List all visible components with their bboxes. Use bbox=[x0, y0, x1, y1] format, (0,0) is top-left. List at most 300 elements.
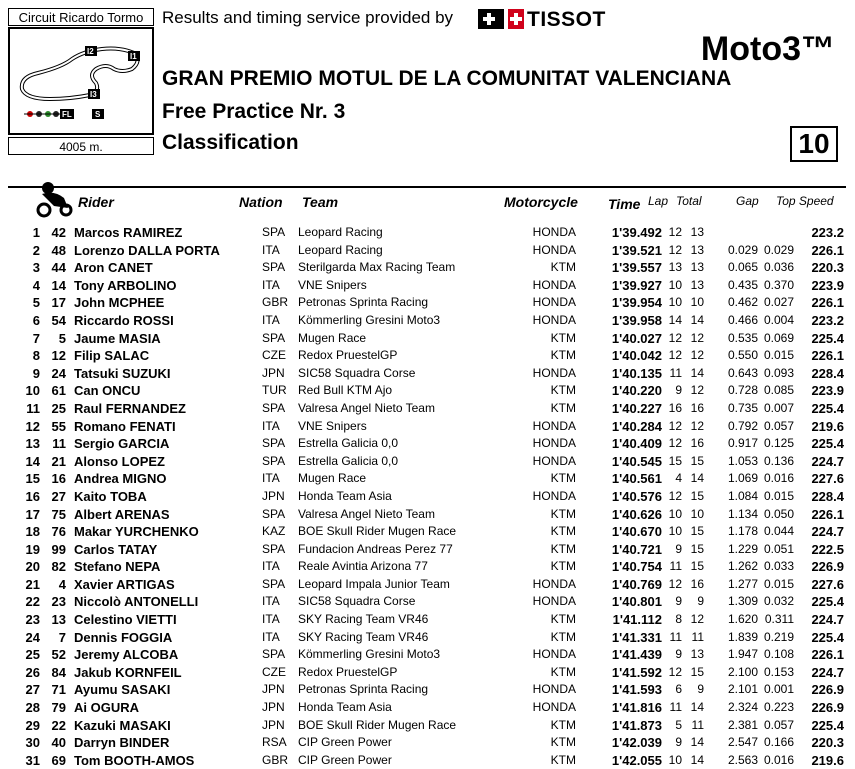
rider-name: Romano FENATI bbox=[74, 418, 176, 434]
table-row bbox=[8, 734, 848, 752]
total-laps: 15 bbox=[690, 541, 704, 556]
nation: ITA bbox=[262, 559, 280, 574]
top-speed: 223.2 bbox=[811, 225, 844, 240]
top-speed: 226.9 bbox=[811, 682, 844, 698]
best-lap: 11 bbox=[669, 700, 682, 715]
rider-name: Tom BOOTH-AMOS bbox=[74, 752, 195, 768]
lap-time: 1'42.039 bbox=[611, 735, 662, 751]
top-speed: 223.9 bbox=[811, 277, 844, 293]
position: 29 bbox=[25, 717, 40, 733]
tissot-logo bbox=[478, 8, 606, 32]
best-lap: 16 bbox=[668, 400, 682, 415]
total-laps: 14 bbox=[690, 365, 704, 380]
nation: RSA bbox=[262, 735, 287, 750]
team: Mugen Race bbox=[298, 330, 367, 345]
motorcycle: HONDA bbox=[532, 277, 576, 292]
position: 21 bbox=[25, 576, 40, 592]
team: CIP Green Power bbox=[298, 752, 392, 767]
position: 5 bbox=[32, 295, 40, 311]
rider-number: 13 bbox=[51, 612, 66, 628]
table-header bbox=[8, 186, 846, 218]
table-row bbox=[8, 646, 848, 664]
position: 12 bbox=[25, 418, 40, 434]
table-row bbox=[8, 488, 848, 506]
top-speed: 225.4 bbox=[811, 400, 844, 416]
motorcycle: KTM bbox=[550, 348, 576, 363]
rider-name: Raul FERNANDEZ bbox=[74, 400, 186, 416]
motorcycle: HONDA bbox=[532, 488, 576, 503]
session-title: Free Practice Nr. 3 bbox=[162, 100, 346, 123]
table-row bbox=[8, 752, 848, 769]
position: 1 bbox=[32, 225, 40, 240]
top-speed: 226.1 bbox=[811, 295, 844, 311]
rider-number: 55 bbox=[51, 418, 66, 434]
lap-time: 1'40.670 bbox=[611, 524, 662, 540]
position: 16 bbox=[25, 488, 40, 504]
rider-name: Sergio GARCIA bbox=[74, 436, 170, 452]
gap-first: 0.029 bbox=[727, 242, 758, 257]
top-speed: 222.5 bbox=[811, 541, 844, 557]
total-laps: 13 bbox=[690, 225, 704, 239]
team: Estrella Galicia 0,0 bbox=[298, 453, 399, 468]
position: 17 bbox=[25, 506, 40, 522]
best-lap: 12 bbox=[668, 576, 682, 591]
provided-by-text: Results and timing service provided by bbox=[162, 8, 454, 27]
total-laps: 14 bbox=[690, 752, 704, 767]
best-lap: 12 bbox=[668, 242, 682, 257]
gap-previous: 0.004 bbox=[763, 312, 794, 327]
gap-first: 1.839 bbox=[727, 629, 758, 644]
motorcycle: KTM bbox=[550, 383, 576, 398]
gap-first: 1.134 bbox=[727, 506, 758, 521]
total-laps: 12 bbox=[690, 612, 704, 627]
motorcycle: KTM bbox=[550, 664, 576, 679]
gap-first: 0.535 bbox=[727, 330, 758, 345]
top-speed: 225.4 bbox=[811, 594, 844, 610]
position: 22 bbox=[25, 594, 40, 610]
top-speed: 224.7 bbox=[811, 664, 844, 680]
team: Petronas Sprinta Racing bbox=[298, 682, 429, 697]
total-laps: 15 bbox=[690, 524, 704, 539]
team: Honda Team Asia bbox=[298, 488, 392, 503]
gap-previous: 0.219 bbox=[763, 629, 794, 644]
motorcycle: HONDA bbox=[532, 647, 576, 662]
gap-first: 0.435 bbox=[727, 277, 758, 292]
gap-first: 2.563 bbox=[727, 752, 758, 767]
position: 19 bbox=[25, 541, 40, 557]
motorcycle: KTM bbox=[550, 506, 576, 521]
motorcycle: HONDA bbox=[532, 312, 576, 327]
rider-name: Can ONCU bbox=[74, 383, 141, 399]
table-row bbox=[8, 435, 848, 453]
motorcycle: KTM bbox=[550, 260, 576, 275]
gap-previous: 0.036 bbox=[763, 260, 794, 275]
col-gap: Gap bbox=[736, 194, 759, 208]
lap-time: 1'40.220 bbox=[611, 383, 662, 399]
tissot-t-icon bbox=[478, 9, 504, 29]
gap-previous: 0.033 bbox=[763, 559, 794, 574]
top-speed: 223.9 bbox=[811, 383, 844, 399]
motorcycle: KTM bbox=[550, 524, 576, 539]
motorcycle: KTM bbox=[550, 612, 576, 627]
position: 25 bbox=[25, 647, 40, 663]
total-laps: 11 bbox=[691, 717, 704, 732]
track-label-s: S bbox=[95, 110, 101, 119]
nation: SPA bbox=[262, 225, 286, 239]
gap-previous: 0.044 bbox=[763, 524, 794, 539]
best-lap: 11 bbox=[669, 365, 682, 380]
total-laps: 13 bbox=[690, 242, 704, 257]
round-number: 10 bbox=[790, 126, 838, 162]
col-time: Time bbox=[608, 196, 641, 212]
rider-number: 7 bbox=[58, 629, 66, 645]
gap-first: 2.547 bbox=[727, 735, 758, 750]
table-row bbox=[8, 523, 848, 541]
motorcycle: HONDA bbox=[532, 295, 576, 310]
nation: SPA bbox=[262, 330, 286, 345]
gap-first: 1.084 bbox=[727, 488, 758, 503]
lap-time: 1'40.769 bbox=[611, 576, 662, 592]
team: Estrella Galicia 0,0 bbox=[298, 436, 399, 451]
table-row bbox=[8, 611, 848, 629]
motorcycle: HONDA bbox=[532, 576, 576, 591]
gap-previous: 0.027 bbox=[763, 295, 794, 310]
position: 6 bbox=[32, 312, 40, 328]
total-laps: 13 bbox=[690, 647, 704, 662]
rider-name: Marcos RAMIREZ bbox=[74, 225, 183, 240]
position: 15 bbox=[25, 471, 40, 487]
rider-number: 44 bbox=[51, 260, 66, 276]
gap-previous: 0.166 bbox=[763, 735, 794, 750]
gap-previous: 0.051 bbox=[763, 541, 794, 556]
swiss-cross-icon bbox=[508, 9, 524, 29]
nation: CZE bbox=[262, 664, 286, 679]
gap-previous: 0.136 bbox=[763, 453, 794, 468]
rider-number: 79 bbox=[51, 700, 66, 716]
nation: TUR bbox=[262, 383, 287, 398]
team: Leopard Racing bbox=[298, 225, 383, 239]
total-laps: 9 bbox=[697, 682, 704, 697]
best-lap: 12 bbox=[668, 436, 682, 451]
gap-previous: 0.085 bbox=[763, 383, 794, 398]
rider-number: 23 bbox=[51, 594, 66, 610]
nation: ITA bbox=[262, 242, 280, 257]
rider-number: 21 bbox=[51, 453, 66, 469]
motorcycle: KTM bbox=[550, 541, 576, 556]
gap-previous: 0.007 bbox=[763, 400, 794, 415]
gap-first: 0.917 bbox=[727, 436, 758, 451]
nation: SPA bbox=[262, 541, 286, 556]
gap-first: 1.309 bbox=[727, 594, 758, 609]
lap-time: 1'39.521 bbox=[611, 242, 662, 258]
rider-name: Celestino VIETTI bbox=[74, 612, 177, 628]
rider-number: 61 bbox=[51, 383, 66, 399]
rider-name: Tatsuki SUZUKI bbox=[74, 365, 171, 381]
best-lap: 11 bbox=[669, 559, 682, 574]
motorcycle: KTM bbox=[550, 717, 576, 732]
top-speed: 228.4 bbox=[811, 488, 844, 504]
nation: SPA bbox=[262, 400, 286, 415]
nation: JPN bbox=[262, 682, 285, 697]
lap-time: 1'40.754 bbox=[611, 559, 662, 575]
motorcycle: HONDA bbox=[532, 242, 576, 257]
col-lap: Lap bbox=[648, 194, 669, 208]
gap-previous: 0.050 bbox=[763, 506, 794, 521]
best-lap: 4 bbox=[675, 471, 682, 486]
team: Honda Team Asia bbox=[298, 700, 392, 715]
top-speed: 226.9 bbox=[811, 700, 844, 716]
lap-time: 1'41.593 bbox=[611, 682, 662, 698]
gap-previous: 0.311 bbox=[764, 612, 794, 627]
lap-time: 1'41.439 bbox=[611, 647, 662, 663]
rider-name: Tony ARBOLINO bbox=[74, 277, 177, 293]
lap-time: 1'39.492 bbox=[611, 225, 662, 240]
total-laps: 10 bbox=[690, 506, 704, 521]
rider-name: Dennis FOGGIA bbox=[74, 629, 173, 645]
nation: JPN bbox=[262, 700, 285, 715]
rider-name: Lorenzo DALLA PORTA bbox=[74, 242, 220, 258]
table-row bbox=[8, 312, 848, 330]
gap-previous: 0.093 bbox=[763, 365, 794, 380]
team: Fundacion Andreas Perez 77 bbox=[298, 541, 453, 556]
team: SIC58 Squadra Corse bbox=[298, 365, 416, 380]
gap-first: 1.947 bbox=[727, 647, 758, 662]
nation: ITA bbox=[262, 312, 280, 327]
rider-name: Xavier ARTIGAS bbox=[74, 576, 175, 592]
rider-number: 12 bbox=[51, 348, 66, 364]
position: 18 bbox=[25, 524, 40, 540]
gap-previous: 0.001 bbox=[763, 682, 794, 697]
position: 23 bbox=[25, 612, 40, 628]
table-row bbox=[8, 699, 848, 717]
total-laps: 11 bbox=[691, 629, 704, 644]
rider-number: 40 bbox=[51, 735, 66, 751]
table-row bbox=[8, 576, 848, 594]
top-speed: 227.6 bbox=[811, 471, 844, 487]
rider-number: 99 bbox=[51, 541, 66, 557]
total-laps: 9 bbox=[697, 594, 704, 609]
rider-name: Niccolò ANTONELLI bbox=[74, 594, 199, 610]
best-lap: 14 bbox=[668, 312, 682, 327]
top-speed: 219.6 bbox=[811, 418, 844, 434]
rider-name: Kazuki MASAKI bbox=[74, 717, 171, 733]
best-lap: 10 bbox=[668, 295, 682, 310]
team: SIC58 Squadra Corse bbox=[298, 594, 416, 609]
col-top-speed: Top Speed bbox=[776, 194, 834, 208]
table-row bbox=[8, 400, 848, 418]
gap-first: 2.100 bbox=[727, 664, 758, 679]
motorcycle: HONDA bbox=[532, 418, 576, 433]
table-row bbox=[8, 470, 848, 488]
best-lap: 12 bbox=[668, 664, 682, 679]
rider-number: 22 bbox=[51, 717, 66, 733]
position: 8 bbox=[32, 348, 40, 364]
rider-name: Stefano NEPA bbox=[74, 559, 161, 575]
table-row bbox=[8, 365, 848, 383]
col-team: Team bbox=[302, 194, 339, 210]
best-lap: 6 bbox=[675, 682, 682, 697]
nation: GBR bbox=[262, 295, 289, 310]
lap-time: 1'39.557 bbox=[611, 260, 662, 276]
lap-time: 1'39.958 bbox=[611, 312, 662, 328]
nation: JPN bbox=[262, 488, 285, 503]
team: Valresa Angel Nieto Team bbox=[298, 506, 435, 521]
gap-first: 1.229 bbox=[727, 541, 758, 556]
rider-name: Albert ARENAS bbox=[74, 506, 170, 522]
gap-first: 0.728 bbox=[727, 383, 758, 398]
gap-previous: 0.016 bbox=[763, 471, 794, 486]
lap-time: 1'41.873 bbox=[611, 717, 662, 733]
lap-time: 1'41.112 bbox=[612, 612, 662, 628]
track-length: 4005 m. bbox=[8, 137, 154, 155]
team: Leopard Impala Junior Team bbox=[298, 576, 450, 591]
position: 2 bbox=[32, 242, 40, 258]
rider-number: 25 bbox=[51, 400, 66, 416]
table-row bbox=[8, 418, 848, 436]
rider-number: 14 bbox=[51, 277, 66, 293]
position: 11 bbox=[26, 400, 40, 416]
track-label-i3: I3 bbox=[90, 90, 97, 99]
position: 4 bbox=[32, 277, 40, 293]
total-laps: 13 bbox=[690, 277, 704, 292]
track-map bbox=[8, 27, 154, 135]
rider-number: 52 bbox=[51, 647, 66, 663]
top-speed: 225.4 bbox=[811, 330, 844, 346]
gap-first: 1.178 bbox=[727, 524, 758, 539]
nation: JPN bbox=[262, 365, 285, 380]
top-speed: 220.3 bbox=[811, 735, 844, 751]
best-lap: 9 bbox=[675, 735, 682, 750]
position: 14 bbox=[25, 453, 40, 469]
table-row bbox=[8, 664, 848, 682]
total-laps: 12 bbox=[690, 330, 704, 345]
gap-first: 1.620 bbox=[727, 612, 758, 627]
lap-time: 1'40.027 bbox=[611, 330, 662, 346]
gap-previous: 0.015 bbox=[763, 488, 794, 503]
best-lap: 8 bbox=[675, 612, 682, 627]
gap-previous: 0.032 bbox=[763, 594, 794, 609]
lap-time: 1'40.721 bbox=[611, 541, 662, 557]
nation: SPA bbox=[262, 453, 286, 468]
gap-previous: 0.069 bbox=[763, 330, 794, 345]
rider-name: Riccardo ROSSI bbox=[74, 312, 174, 328]
rider-number: 75 bbox=[51, 506, 66, 522]
total-laps: 14 bbox=[690, 700, 704, 715]
nation: ITA bbox=[262, 629, 280, 644]
motorcycle: KTM bbox=[550, 400, 576, 415]
gap-previous: 0.057 bbox=[763, 418, 794, 433]
col-nation: Nation bbox=[239, 194, 283, 210]
results-table bbox=[8, 224, 848, 769]
rider-number: 4 bbox=[58, 576, 66, 592]
best-lap: 12 bbox=[668, 348, 682, 363]
total-laps: 13 bbox=[690, 260, 704, 275]
position: 28 bbox=[25, 700, 40, 716]
lap-time: 1'40.561 bbox=[611, 471, 662, 487]
best-lap: 12 bbox=[668, 488, 682, 503]
motorcycle: KTM bbox=[550, 752, 576, 767]
team: Redox PruestelGP bbox=[298, 348, 398, 363]
gap-previous: 0.125 bbox=[763, 436, 794, 451]
position: 3 bbox=[32, 260, 40, 276]
table-row bbox=[8, 629, 848, 647]
lap-time: 1'40.576 bbox=[611, 488, 662, 504]
rider-number: 48 bbox=[51, 242, 66, 258]
lap-time: 1'41.816 bbox=[611, 700, 662, 716]
track-label-fl: FL bbox=[62, 110, 72, 119]
best-lap: 12 bbox=[668, 330, 682, 345]
position: 31 bbox=[25, 752, 40, 768]
team: Redox PruestelGP bbox=[298, 664, 398, 679]
total-laps: 14 bbox=[690, 312, 704, 327]
top-speed: 224.7 bbox=[811, 524, 844, 540]
top-speed: 220.3 bbox=[811, 260, 844, 276]
top-speed: 226.1 bbox=[811, 647, 844, 663]
nation: GBR bbox=[262, 752, 289, 767]
table-row bbox=[8, 681, 848, 699]
lap-time: 1'39.927 bbox=[611, 277, 662, 293]
gap-previous: 0.015 bbox=[763, 348, 794, 363]
motorcycle: HONDA bbox=[532, 700, 576, 715]
rider-name: Kaito TOBA bbox=[74, 488, 147, 504]
lap-time: 1'40.135 bbox=[611, 365, 662, 381]
motorcycle: KTM bbox=[550, 330, 576, 345]
top-speed: 224.7 bbox=[811, 453, 844, 469]
rider-number: 24 bbox=[51, 365, 66, 381]
document-title: Classification bbox=[162, 131, 299, 154]
position: 20 bbox=[25, 559, 40, 575]
gap-previous: 0.029 bbox=[763, 242, 794, 257]
best-lap: 10 bbox=[668, 752, 682, 767]
rider-number: 82 bbox=[51, 559, 66, 575]
rider-name: Carlos TATAY bbox=[74, 541, 158, 557]
position: 30 bbox=[25, 735, 40, 751]
motorcycle: HONDA bbox=[532, 682, 576, 697]
gap-first: 1.053 bbox=[727, 453, 758, 468]
best-lap: 15 bbox=[668, 453, 682, 468]
motorcycle: HONDA bbox=[532, 594, 576, 609]
top-speed: 219.6 bbox=[811, 752, 844, 768]
table-row bbox=[8, 506, 848, 524]
nation: SPA bbox=[262, 436, 286, 451]
position: 9 bbox=[32, 365, 40, 381]
gap-first: 0.792 bbox=[727, 418, 758, 433]
gap-first: 1.277 bbox=[727, 576, 758, 591]
top-speed: 223.2 bbox=[811, 312, 844, 328]
lap-time: 1'40.409 bbox=[611, 436, 662, 452]
team: Valresa Angel Nieto Team bbox=[298, 400, 435, 415]
gap-first: 2.101 bbox=[727, 682, 758, 697]
total-laps: 12 bbox=[690, 383, 704, 398]
track-label-i1: I1 bbox=[130, 52, 137, 61]
gap-previous: 0.015 bbox=[763, 576, 794, 591]
lap-time: 1'40.227 bbox=[611, 400, 662, 416]
rider-number: 54 bbox=[51, 312, 66, 328]
gap-first: 0.550 bbox=[727, 348, 758, 363]
rider-name: Ayumu SASAKI bbox=[74, 682, 171, 698]
team: Reale Avintia Arizona 77 bbox=[298, 559, 428, 574]
rider-number: 71 bbox=[51, 682, 66, 698]
nation: JPN bbox=[262, 717, 285, 732]
table-row bbox=[8, 593, 848, 611]
motorcycle: KTM bbox=[550, 735, 576, 750]
best-lap: 11 bbox=[669, 629, 682, 644]
nation: ITA bbox=[262, 612, 280, 627]
table-row bbox=[8, 453, 848, 471]
table-row bbox=[8, 382, 848, 400]
best-lap: 13 bbox=[668, 260, 682, 275]
lap-time: 1'40.626 bbox=[611, 506, 662, 522]
